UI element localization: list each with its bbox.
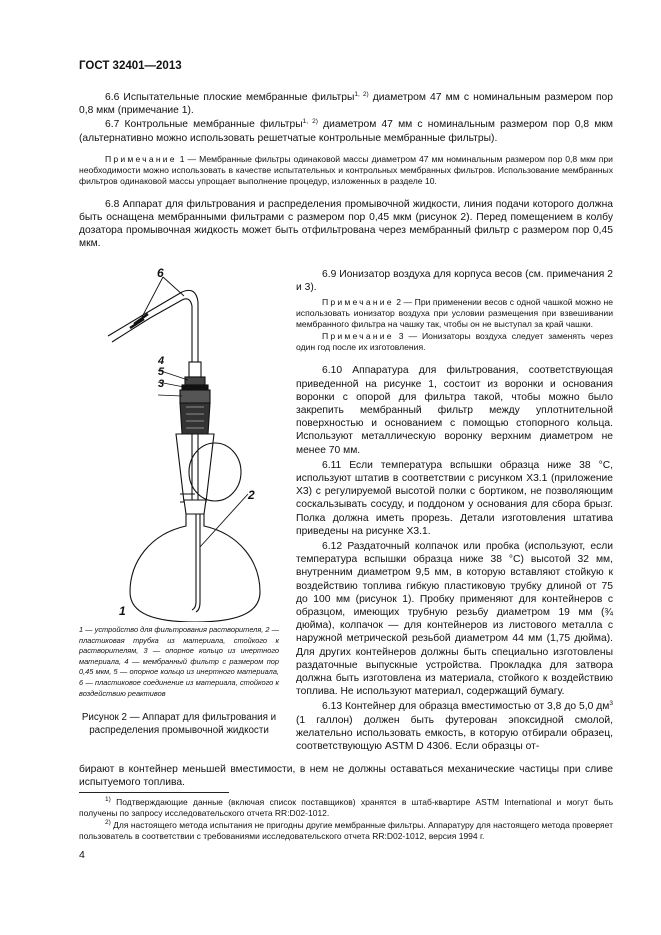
para-6-11: 6.11 Если температура вспышки образца ниже 38 °С, используют штатив в соответствии с рисунком Х3.1 (приложение Х3) с регулируемой высотой полки с бортиком, не позволяющим соскальзывать сосуду, и поддоном у основания для сбора брызг. Полка должна иметь прорезь. Детали изготовления штатива приведены на рисунке Х3.1.: [296, 459, 613, 537]
support-ring-5: [185, 377, 205, 385]
figure-label-1: 1: [119, 604, 126, 618]
note-2: Примечание 2 — При применении весов с одной чашкой можно не использовать ионизатор воздуха при условии размещения при взвешивании мембранного фильтра на чашку так, чтобы он не выступал за край чашки.: [296, 297, 613, 330]
note-3: Примечание 3 — Ионизаторы воздуха следует заменять через один год после их изготовления.: [296, 331, 613, 353]
tube-6-bend: [148, 290, 198, 362]
footnote-divider: [79, 792, 229, 793]
para-6-13-continued: бирают в контейнер меньшей вместимости, в нем не должны оставаться механические частицы при сливе испытуемого топлива.: [79, 764, 613, 789]
stopper: [180, 403, 210, 434]
top-section: [79, 91, 613, 251]
figure-label-6: 6: [157, 266, 164, 280]
note-1: Примечание 1 — Мембранные фильтры одинаковой массы диаметром 47 мм номинальным размером пор 0,8 мкм при необходимости можно использовать в качестве испытательных и контрольных мембранных фильтров. Использование мембранных фильтров одинаковой массы упрощает выполнение процедур, изложенных в разделе 10.: [79, 153, 613, 186]
document-header: ГОСТ 32401—2013: [79, 60, 182, 72]
figure-label-2: 2: [248, 488, 255, 502]
figure-label-3: 3: [158, 378, 165, 390]
para-6-9: 6.9 Ионизатор воздуха для корпуса весов (см. примечания 2 и 3).: [296, 269, 613, 294]
figure-legend: 1 — устройство для фильтрования растворителя, 2 — пластиковая трубка из материала, стойкого к растворителям, 3 — опорное кольцо из инертного материала, 4 — мембранный фильтр с размером пор 0,45 мкм, 5 — опорное кольцо из инертного материала, 6 — пластиковое соединение из материала, стойкого к воздействию реактивов: [79, 625, 279, 698]
figure-label-4: 4: [158, 355, 165, 367]
right-column: [296, 268, 613, 753]
upper-bulb: [189, 443, 241, 501]
para-6-10: 6.10 Аппаратура для фильтрования, соответствующая приведенной на рисунке 1, состоит из воронки и основания воронки с опорой для фильтра такой, чтобы можно было закрепить мембранный фильтр между уплотнительной поверхностью и основанием с помощью стопорного кольца. Используют металлическую воронку верхним диаметром не менее 70 мм.: [296, 365, 613, 456]
footnote-1: $^{1)}$ Подтверждающие данные (включая список поставщиков) хранятся в штаб-квартире ASTM International и могут быть получены по запросу исследовательского отчета RR:D02-1012.: [79, 796, 613, 818]
footnote-2: $^{2)}$ Для настоящего метода испытания не пригодны другие мембранные фильтры. Аппаратуру для настоящего метода проверяет пользователь в соответствии с требованиями исследовательского отчета RR:D02-1012, версия 1994 г.: [79, 819, 613, 841]
footnotes: [79, 797, 613, 842]
tube-segment: [189, 362, 201, 377]
figure-label-5: 5: [158, 366, 165, 378]
para-6-6: 6.6 Испытательные плоские мембранные фильтры$^{1, 2)}$ диаметром 47 мм с номинальным размером пор 0,8 мкм (примечание 1).: [79, 91, 613, 117]
para-6-13: 6.13 Контейнер для образца вместимостью от 3,8 до 5,0 $дм^3$ (1 галлон) должен быть футерован эпоксидной смолой, желательно использовать емкость, в которую отбирали образец, соответствующую ASTM D 4306. Если образцы от-: [296, 700, 613, 753]
page-number: 4: [79, 849, 85, 861]
support-ring-3: [180, 390, 210, 403]
filtration-apparatus-drawing: [100, 262, 280, 622]
neck-joint: [184, 500, 206, 514]
para-6-12: 6.12 Раздаточный колпачок или пробка (используют, если температура вспышки образца ниже 38 °С) высотой 32 мм, внутренним диаметром 9,5 мм, в которую вставляют стойкую к воздействию топлива гибкую пластиковую трубку длиной от 75 до 100 мм (рисунок 1). Пробку применяют для контейнеров с образцом, имеющих трубную резьбу диаметром 19 мм (¾ дюйма), колпачок — для контейнеров из листового металла с наружной метрической резьбой диаметром 44 мм (1,75 дюйма). Для других контейнеров должны быть специально изготовлены раздаточные выпускные устройства. Прокладка для затвора должна быть изготовлена из материала, стойкого к воздействию топлива. Не используют материал, содержащий бумагу.: [296, 541, 613, 698]
membrane-filter-4: [182, 385, 208, 390]
para-6-7: 6.7 Контрольные мембранные фильтры$^{1, 2)}$ диаметром 47 мм с номинальным размером пор 0,8 мкм (альтернативно можно использовать решетчатые контрольные мембранные фильтры).: [79, 118, 613, 144]
figure-caption: Рисунок 2 — Аппарат для фильтрования и распределения промывочной жидкости: [81, 712, 277, 736]
para-6-8: 6.8 Аппарат для фильтрования и распределения промывочной жидкости, линия подачи которого должна быть оснащена мембранными фильтрами с размером пор 0,45 мкм (рисунок 2). Перед помещением в колбу дозатора промывочная жидкость может быть отфильтрована через мембранный фильтр с размером пор 0,45 мкм.: [79, 198, 613, 250]
